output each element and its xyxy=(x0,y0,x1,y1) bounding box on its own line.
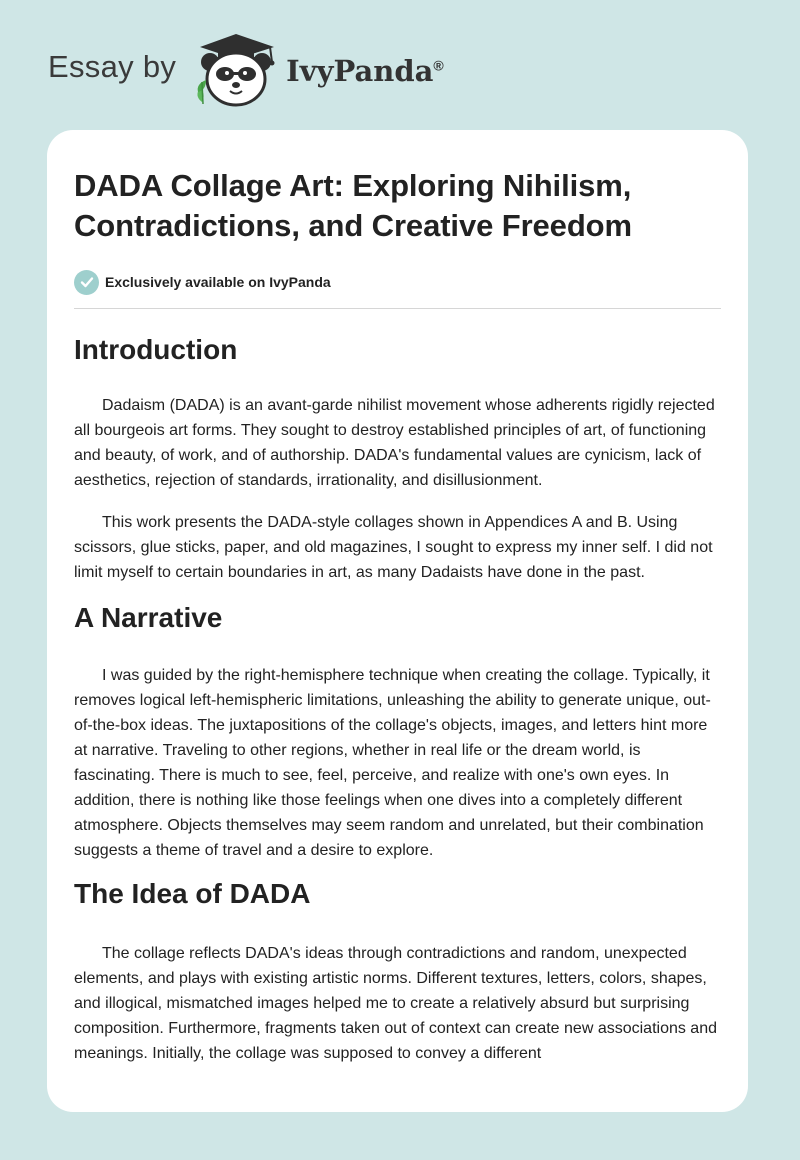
essay-content xyxy=(47,130,748,1066)
paragraph: This work presents the DADA-style collages shown in Appendices A and B. Using scissors, glue sticks, paper, and old magazines, I sought to express my inner self. I did not limit myself to certain boundaries in art, as many Dadaists have done in the past. xyxy=(74,514,713,581)
check-circle-icon xyxy=(74,270,99,295)
section-introduction xyxy=(74,333,721,585)
section-idea-of-dada xyxy=(74,877,721,1066)
paragraph: Dadaism (DADA) is an avant-garde nihilist movement whose adherents rigidly rejected all bourgeois art forms. They sought to destroy established principles of art, of functioning and beauty, of work, and of authorship. DADA's fundamental values are cynicism, lack of aesthetics, rejection of standards, irrationality, and disillusionment. xyxy=(74,397,715,489)
badge-text: Exclusively available on IvyPanda xyxy=(105,274,331,290)
paragraph: The collage reflects DADA's ideas through contradictions and random, unexpected elements, and plays with existing artistic norms. Different textures, letters, colors, shapes, and illogical, mismatched images helped me to create a relatively absurd but surprising composition. Furthermore, fragments taken out of context can create new associations and meanings. Initially, the collage was supposed to convey a different xyxy=(74,945,717,1062)
panda-graduate-icon xyxy=(192,32,284,108)
essay-card xyxy=(47,130,748,1112)
brand-header[interactable] xyxy=(48,32,444,108)
essay-title: DADA Collage Art: Exploring Nihilism, Contradictions, and Creative Freedom xyxy=(74,168,632,243)
section-heading: The Idea of DADA xyxy=(74,878,311,909)
divider xyxy=(74,308,721,309)
paragraph: I was guided by the right-hemisphere technique when creating the collage. Typically, it removes logical left-hemispheric limitations, unleashing the ability to generate unique, out-of-the-box ideas. The juxtapositions of the collage's objects, images, and letters hint more at narrative. Traveling to other regions, whether in real life or the dream world, is fascinating. There is much to see, feel, perceive, and realize with one's own eyes. In addition, there is nothing like those feelings when one dives into a completely different atmosphere. Objects themselves may seem random and unrelated, but their combination suggests a theme of travel and a desire to explore. xyxy=(74,667,711,859)
section-heading: A Narrative xyxy=(74,602,223,633)
exclusive-badge xyxy=(74,268,721,296)
brand-name xyxy=(286,54,444,88)
section-heading: Introduction xyxy=(74,334,238,365)
brand-prefix: Essay by xyxy=(48,49,177,84)
registered-mark: ® xyxy=(433,57,444,74)
brand-name-text: IvyPanda xyxy=(286,54,434,88)
section-narrative xyxy=(74,601,721,863)
